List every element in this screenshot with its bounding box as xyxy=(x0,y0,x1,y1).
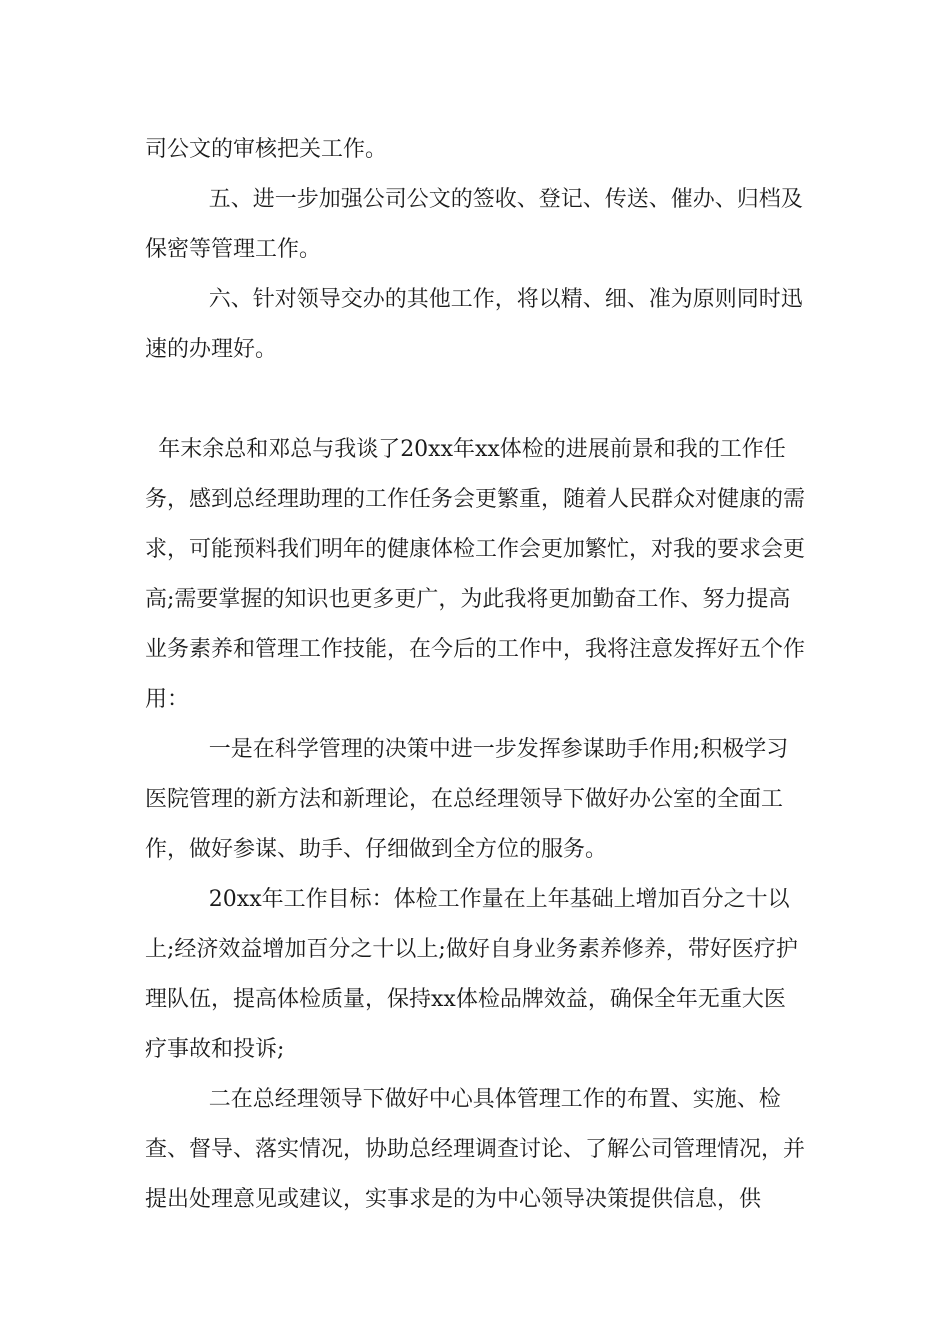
paragraph-role-two: 二在总经理领导下做好中心具体管理工作的布置、实施、检查、督导、落实情况，协助总经理调查讨论、了解公司管理情况，并提出处理意见或建议，实事求是的为中心领导决策提供信息，供 xyxy=(145,1087,806,1212)
paragraph-continuation: 司公文的审核把关工作。 xyxy=(145,137,388,162)
paragraph-work-goals: 20xx年工作目标：体检工作量在上年基础上增加百分之十以上;经济效益增加百分之十以上;做好自身业务素养修养，带好医疗护理队伍，提高体检质量，保持xx体检品牌效益，确保全年无重大医疗事故和投诉; xyxy=(145,887,798,1062)
paragraph-item-six: 六、针对领导交办的其他工作，将以精、细、准为原则同时迅速的办理好。 xyxy=(145,287,803,362)
paragraph-role-one: 一是在科学管理的决策中进一步发挥参谋助手作用;积极学习医院管理的新方法和新理论，在总经理领导下做好办公室的全面工作，做好参谋、助手、仔细做到全方位的服务。 xyxy=(145,737,789,862)
paragraph-year-end-talk: 年末余总和邓总与我谈了20xx年xx体检的进展前景和我的工作任务，感到总经理助理的工作任务会更繁重，随着人民群众对健康的需求，可能预料我们明年的健康体检工作会更加繁忙，对我的要求会更高;需要掌握的知识也更多更广，为此我将更加勤奋工作、努力提高业务素养和管理工作技能，在今后的工作中，我将注意发挥好五个作用： xyxy=(145,437,806,712)
paragraph-item-five: 五、进一步加强公司公文的签收、登记、传送、催办、归档及保密等管理工作。 xyxy=(145,187,803,262)
